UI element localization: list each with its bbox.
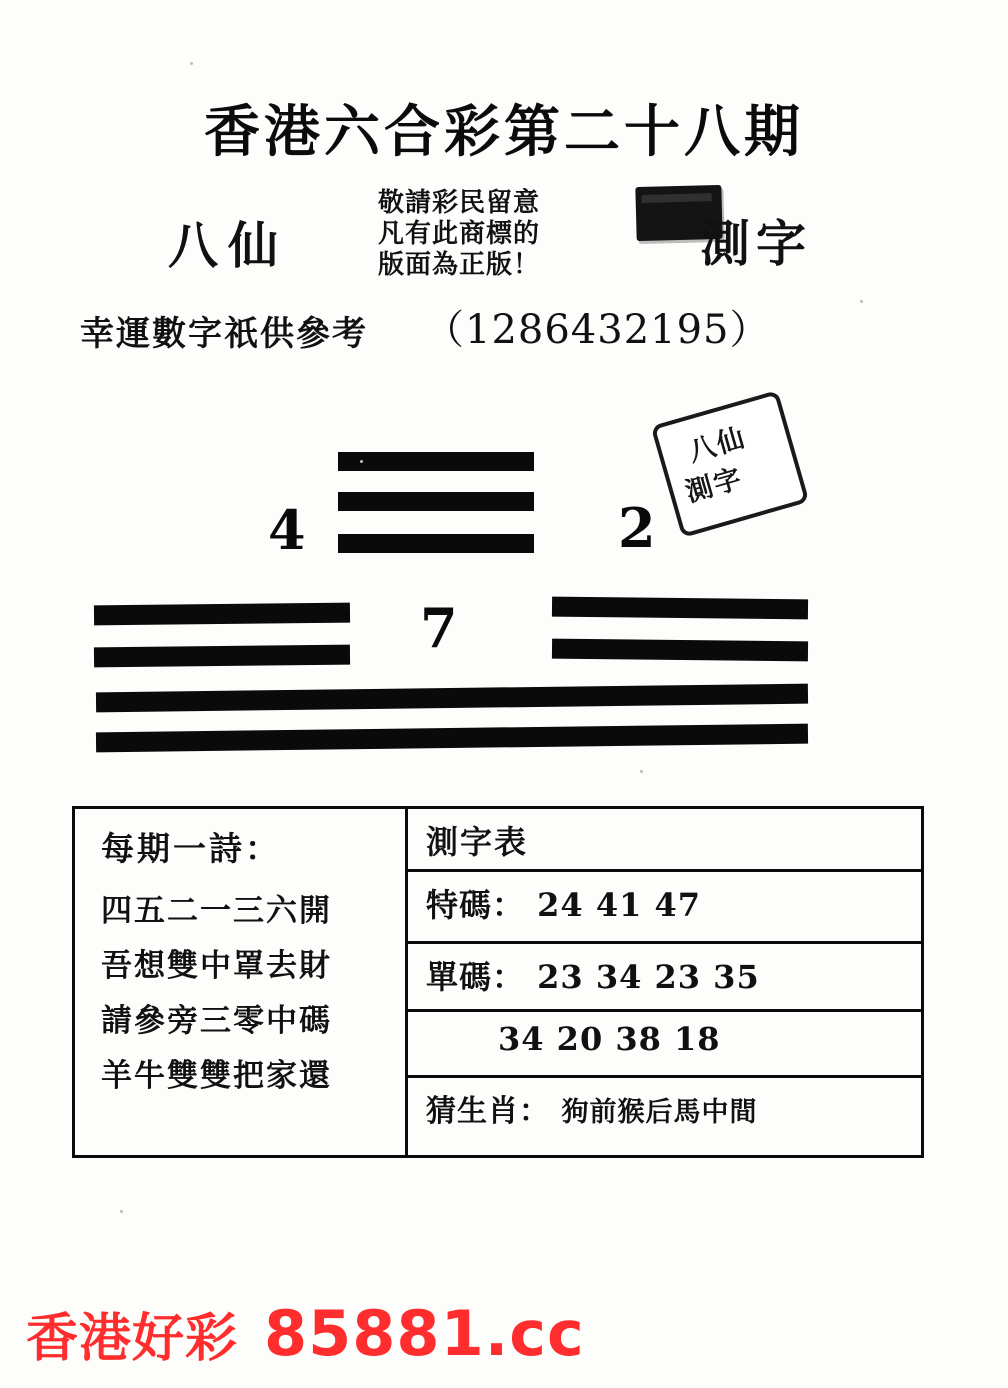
hexagram-number-left: 4 — [268, 498, 306, 562]
scan-speckle — [360, 460, 363, 463]
single-code-row — [408, 944, 924, 1012]
results-table — [72, 806, 924, 1158]
chart-heading: 測字表 — [408, 809, 924, 872]
hexagram-graphic — [0, 400, 1008, 780]
notice-line-3: 版面為正版！ — [378, 250, 541, 280]
poem-cell — [75, 809, 405, 1155]
hexagram-bar — [338, 492, 534, 511]
hexagram-bar — [338, 534, 534, 553]
single-code-values: 23 34 23 35 — [537, 958, 760, 996]
hexagram-number-center: 7 — [420, 596, 458, 660]
hexagram-bar — [338, 452, 534, 471]
footer-site-url: 85881.cc — [264, 1297, 585, 1370]
special-code-label: 特碼： — [426, 886, 526, 924]
scan-speckle — [860, 300, 863, 303]
lucky-number-value: （1286432195） — [424, 307, 771, 353]
zodiac-values: 狗前猴后馬中間 — [561, 1097, 758, 1128]
hexagram-bar — [94, 603, 350, 626]
hexagram-bar — [552, 639, 808, 662]
footer-site-name: 香港好彩 — [26, 1308, 239, 1369]
poem-heading: 每期一詩： — [101, 829, 281, 868]
page-title: 香港六合彩第二十八期 — [204, 99, 804, 165]
chart-cell — [408, 809, 924, 1155]
zodiac-label: 猜生肖： — [426, 1094, 550, 1129]
notice-line-1: 敬請彩民留意 — [378, 188, 541, 218]
hexagram-bar-long — [96, 724, 808, 753]
scan-speckle — [640, 770, 643, 773]
single-code-label: 單碼： — [426, 958, 526, 996]
hexagram-bar-long — [96, 684, 808, 713]
authenticity-notice — [378, 188, 540, 281]
footer-watermark — [26, 1296, 585, 1371]
notice-line-2: 凡有此商標的 — [378, 219, 541, 249]
special-code-values: 24 41 47 — [537, 886, 702, 924]
stamp-line-2: 測字 — [682, 462, 747, 509]
single-code-row-2: 34 20 38 18 — [408, 1012, 924, 1078]
scan-speckle — [120, 1210, 123, 1213]
hexagram-number-right: 2 — [618, 496, 656, 560]
lucky-number-label: 幸運數字祇供參考 — [80, 314, 368, 354]
poem-line: 請參旁三零中碼 — [101, 1003, 332, 1039]
brand-left-label: 八仙 — [168, 216, 288, 275]
poem-line: 四五二一三六開 — [101, 893, 332, 929]
poem-line: 羊牛雙雙把家還 — [101, 1058, 332, 1094]
hexagram-bar — [552, 597, 808, 620]
stamp-line-1: 八仙 — [685, 422, 750, 469]
scan-speckle — [190, 62, 193, 65]
brand-right-label: 測字 — [700, 214, 812, 273]
special-code-row — [408, 872, 924, 944]
hexagram-bar — [94, 645, 350, 668]
zodiac-row — [408, 1078, 924, 1154]
poem-line: 吾想雙中罩去財 — [101, 948, 332, 984]
